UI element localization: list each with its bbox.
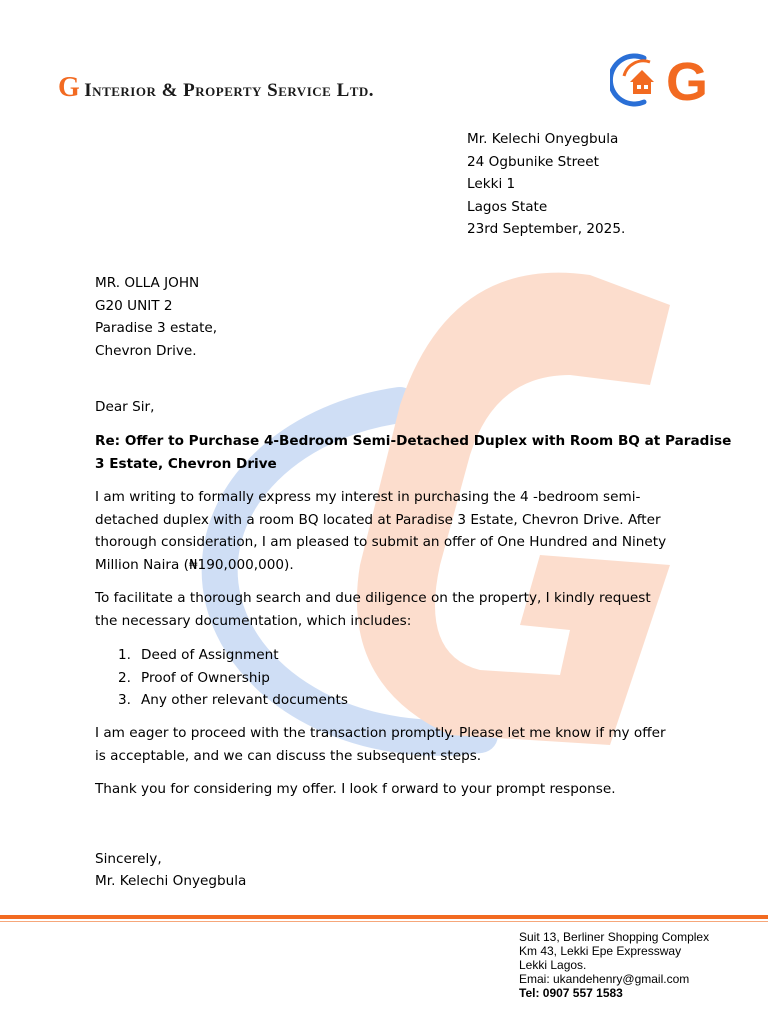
documents-list [118,644,348,712]
subject-line-1: Re: Offer to Purchase 4-Bedroom Semi-Detached Duplex with Room BQ at Paradise [95,433,732,449]
proceed-paragraph-line: I am eager to proceed with the transaction promptly. Please let me know if my offer [95,725,666,741]
documentation-request-paragraph [95,587,685,632]
list-item [118,689,348,712]
list-number: 3. [118,692,131,708]
closing: Sincerely, [95,851,162,867]
list-item-label: Proof of Ownership [141,669,270,686]
salutation: Dear Sir, [95,399,155,415]
thank-you-paragraph: Thank you for considering my offer. I look f orward to your prompt response. [95,781,616,797]
proceed-paragraph [95,722,685,767]
list-item [118,644,348,667]
company-letterhead [58,72,374,104]
footer-address-block [519,930,709,1000]
letter-date: 23rd September, 2025. [467,221,626,237]
company-name: Interior & Property Service Ltd. [84,80,375,101]
recipient-road: Chevron Drive. [95,342,197,359]
list-number: 2. [118,669,131,686]
offer-paragraph-line: detached duplex with a room BQ located at Paradise 3 Estate, Chevron Drive. After [95,511,661,528]
sender-address-block [467,128,625,241]
company-logo-icon [610,48,720,108]
footer-address-line: Lekki Lagos. [519,958,587,972]
recipient-estate: Paradise 3 estate, [95,320,218,336]
sender-state: Lagos State [467,198,548,215]
recipient-name: MR. OLLA JOHN [95,275,200,291]
list-item-label: Any other relevant documents [141,692,348,708]
documentation-paragraph-line: the necessary documentation, which includes: [95,612,412,629]
footer-divider [0,915,768,919]
offer-paragraph-line: I am writing to formally express my interest in purchasing the 4 -bedroom semi- [95,489,641,505]
signature-name: Mr. Kelechi Onyegbula [95,873,247,889]
subject-line [95,430,732,475]
documentation-paragraph-line: To facilitate a thorough search and due diligence on the property, I kindly request [95,590,651,606]
footer-email: Emai: ukandehenry@gmail.com [519,972,690,986]
recipient-address-block [95,272,217,362]
footer-address-line: Suit 13, Berliner Shopping Complex [519,930,710,944]
recipient-unit: G20 UNIT 2 [95,297,173,314]
proceed-paragraph-line: is acceptable, and we can discuss the subsequent steps. [95,747,482,764]
sender-name: Mr. Kelechi Onyegbula [467,131,619,147]
footer-divider-thin [0,921,768,922]
list-item [118,667,348,690]
sender-street: 24 Ogbunike Street [467,153,599,170]
footer-telephone: Tel: 0907 557 1583 [519,986,623,1000]
sender-area: Lekki 1 [467,176,516,192]
list-number: 1. [118,647,131,663]
list-item-label: Deed of Assignment [141,647,279,663]
offer-paragraph [95,486,685,576]
offer-paragraph-line: thorough consideration, I am pleased to submit an offer of One Hundred and Ninety [95,534,667,550]
offer-paragraph-line: Million Naira (₦190,000,000). [95,556,294,573]
subject-line-2: 3 Estate, Chevron Drive [95,455,277,472]
company-initial: G [58,72,81,103]
logo-letter: G [666,52,709,108]
footer-address-line: Km 43, Lekki Epe Expressway [519,944,682,958]
